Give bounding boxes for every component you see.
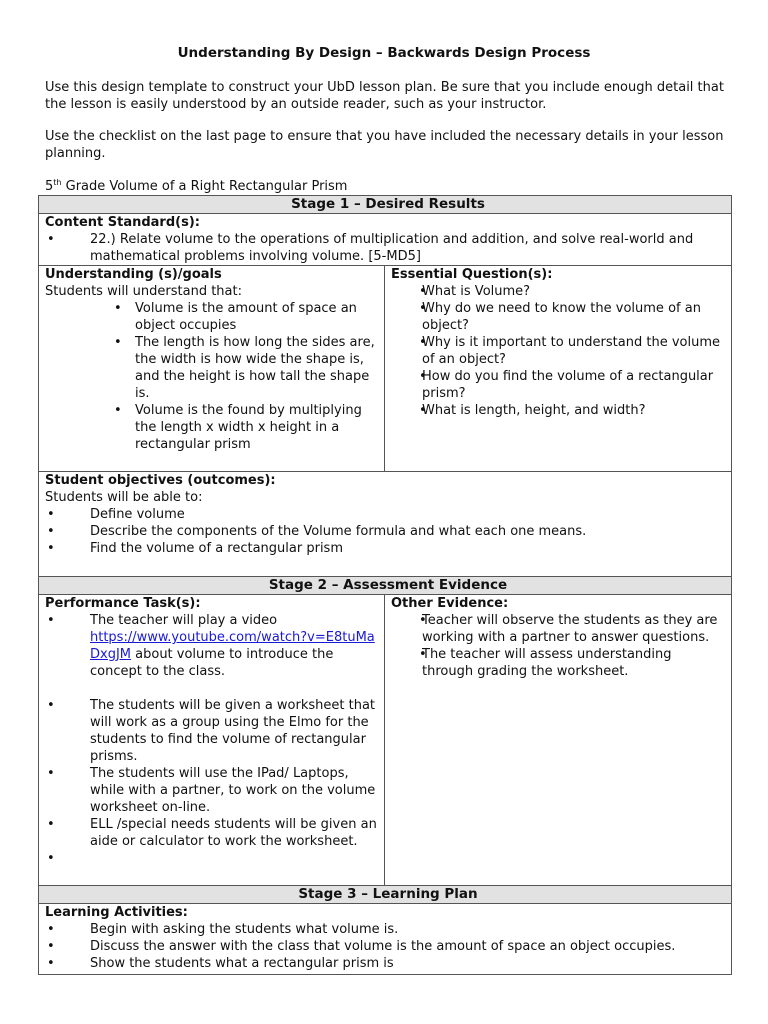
list-item: • Volume is the found by multiplying the length x width x height in a rectangular prism (45, 402, 384, 453)
list-item: • Why do we need to know the volume of an object? (391, 300, 731, 334)
learning-activities-cell (39, 904, 732, 975)
grade-number: 5 (45, 179, 54, 194)
list-item: • How do you find the volume of a rectangular prism? (391, 368, 731, 402)
list-item: • Why is it important to understand the volume of an object? (391, 334, 731, 368)
other-evidence-cell (385, 595, 732, 886)
stage-3-header: Stage 3 – Learning Plan (39, 886, 732, 904)
student-objectives-intro: Students will be able to: (45, 490, 203, 505)
list-item: • Describe the components of the Volume formula and what each one means. (45, 523, 731, 540)
performance-tasks-list-cont (45, 697, 384, 867)
grade-suffix: th (53, 178, 62, 187)
content-standard-label: Content Standard(s): (45, 215, 200, 230)
ubd-template-table (38, 195, 732, 975)
learning-activities-label: Learning Activities: (45, 905, 188, 920)
list-item: • Show the students what a rectangular prism is (45, 955, 731, 972)
content-standard-cell (39, 214, 732, 266)
student-objectives-list (45, 506, 731, 557)
list-item: • Find the volume of a rectangular prism (45, 540, 731, 557)
student-objectives-cell (39, 472, 732, 577)
list-item: • Volume is the amount of space an object occupies (45, 300, 384, 334)
understanding-intro: Students will understand that: (45, 284, 242, 299)
essential-questions-cell (385, 266, 732, 472)
list-item: • Discuss the answer with the class that volume is the amount of space an object occupies. (45, 938, 731, 955)
grade-topic-line (45, 178, 347, 195)
other-evidence-list (391, 612, 731, 680)
list-item: • Begin with asking the students what volume is. (45, 921, 731, 938)
stage-1-header: Stage 1 – Desired Results (39, 196, 732, 214)
list-item: • The students will use the IPad/ Laptops, while with a partner, to work on the volume worksheet on-line. (45, 765, 384, 816)
performance-tasks-label: Performance Task(s): (45, 596, 201, 611)
stage-2-header: Stage 2 – Assessment Evidence (39, 577, 732, 595)
list-item: • The teacher will assess understanding through grading the worksheet. (391, 646, 731, 680)
performance-tasks-list (45, 612, 384, 680)
essential-questions-label: Essential Question(s): (391, 267, 553, 282)
list-item (45, 850, 384, 867)
list-item: • Teacher will observe the students as they are working with a partner to answer questions. (391, 612, 731, 646)
document-title: Understanding By Design – Backwards Design Process (177, 45, 591, 61)
performance-tasks-cell (39, 595, 385, 886)
content-standard-list (45, 231, 731, 265)
list-item: • The length is how long the sides are, the width is how wide the shape is, and the height is how tall the shape is. (45, 334, 384, 402)
list-item: • Define volume (45, 506, 731, 523)
essential-questions-list (391, 283, 731, 419)
student-objectives-label: Student objectives (outcomes): (45, 473, 276, 488)
video-description-text: about volume to introduce the concept to the class. (90, 647, 334, 679)
learning-activities-list (45, 921, 731, 972)
understanding-label: Understanding (s)/goals (45, 267, 222, 282)
understanding-cell (39, 266, 385, 472)
intro-paragraph: Use this design template to construct your UbD lesson plan. Be sure that you include enough detail that the lesson is easily understood by an outside reader, such as your instructor. (45, 80, 724, 112)
list-item: • The students will be given a worksheet that will work as a group using the Elmo for the students to find the volume of rectangular prisms. (45, 697, 384, 765)
list-item: • ELL /special needs students will be given an aide or calculator to work the worksheet. (45, 816, 384, 850)
other-evidence-label: Other Evidence: (391, 596, 509, 611)
youtube-video-link[interactable]: https://www.youtube.com/watch?v=E8tuMaDxgJM (90, 630, 375, 662)
checklist-paragraph: Use the checklist on the last page to ensure that you have included the necessary details in your lesson planning. (45, 129, 724, 161)
list-item: • What is Volume? (391, 283, 731, 300)
list-item (45, 612, 384, 680)
list-item: • 22.) Relate volume to the operations of multiplication and addition, and solve real-world and mathematical problems involving volume. [5-MD5] (45, 231, 731, 265)
video-intro-text: The teacher will play a video (90, 613, 278, 628)
understanding-list (45, 300, 384, 453)
list-item: • What is length, height, and width? (391, 402, 731, 419)
grade-topic: Grade Volume of a Right Rectangular Prism (61, 179, 348, 194)
